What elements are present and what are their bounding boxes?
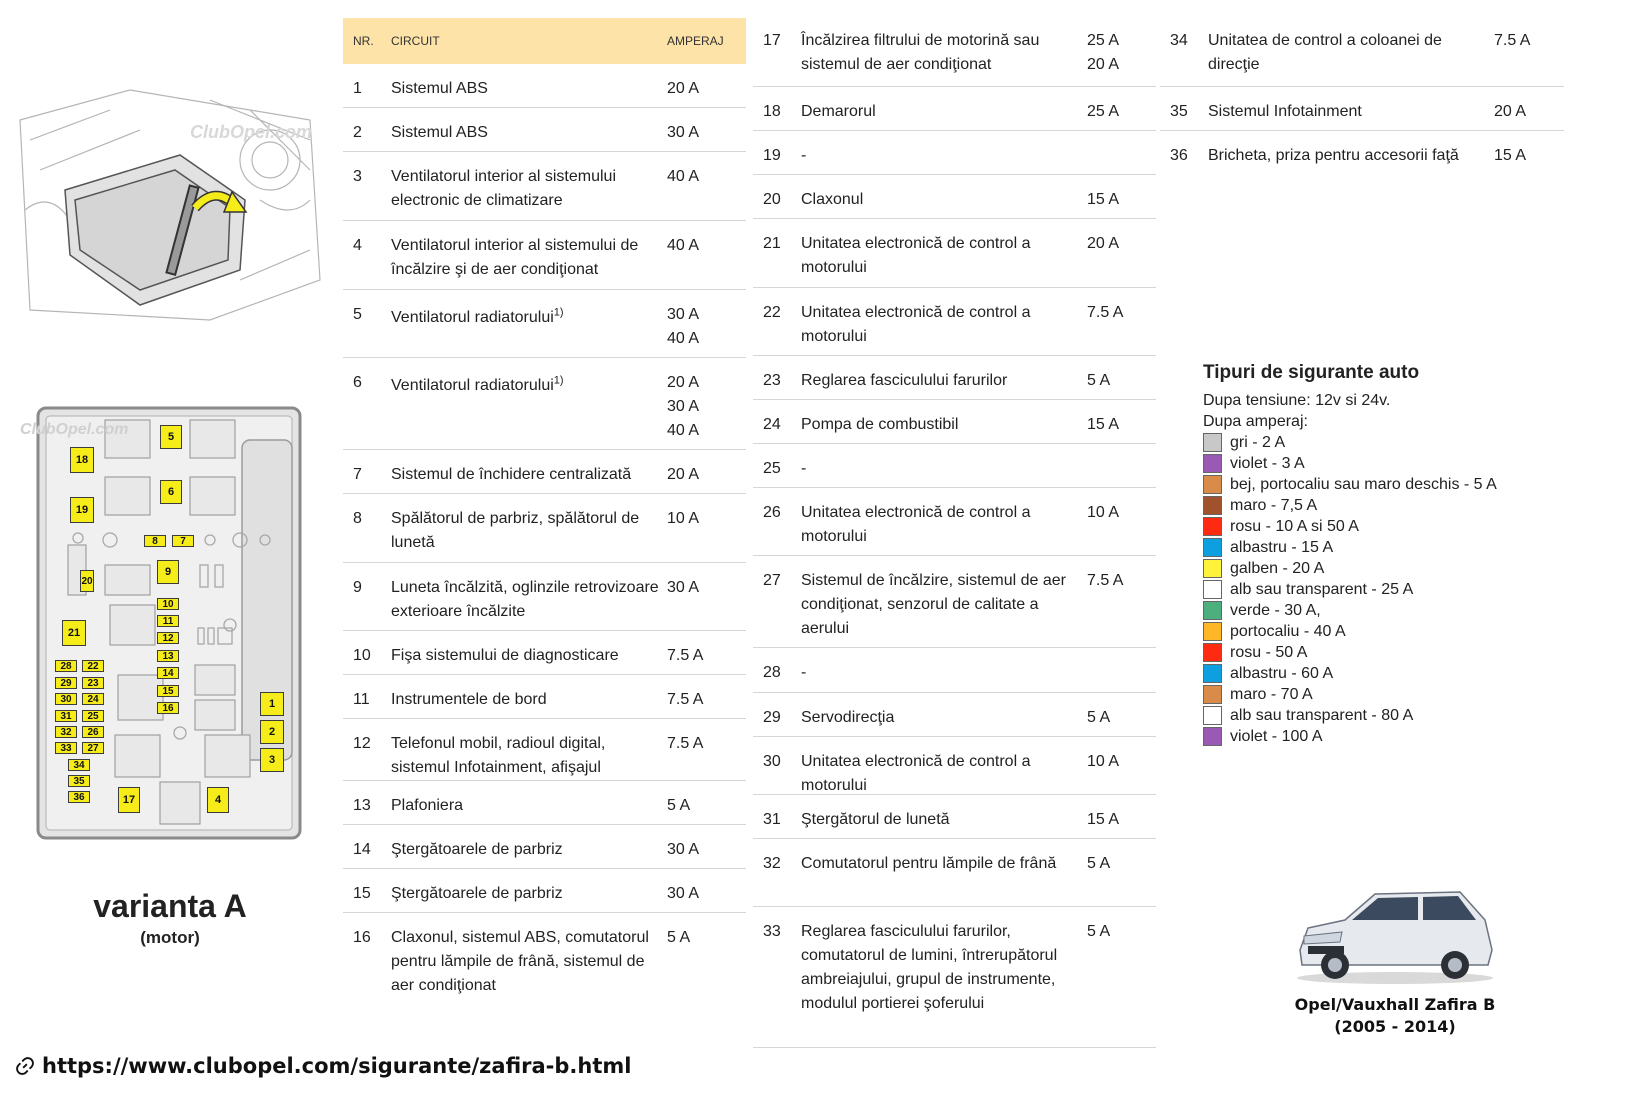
legend-item	[1203, 495, 1563, 516]
row-amperage: 7.5 A	[667, 691, 704, 708]
table-row	[343, 358, 746, 450]
legend-item-name: rosu	[1230, 517, 1262, 535]
table-row	[753, 356, 1156, 400]
row-circuit	[383, 303, 667, 357]
row-amperage: 20 A	[1087, 235, 1120, 252]
fuse-box-diagram	[10, 390, 330, 870]
row-amperage: 25 A 20 A	[1087, 32, 1120, 73]
row-amperage: 30 A	[667, 579, 700, 596]
table-row	[343, 563, 746, 631]
row-amperage: 5 A	[1087, 709, 1111, 726]
row-nr: 10	[353, 647, 371, 664]
legend-separator: -	[1286, 664, 1302, 682]
car-model: Opel/Vauxhall Zafira B	[1294, 995, 1496, 1014]
row-nr: 25	[763, 460, 781, 477]
row-amperage: 10 A	[1087, 753, 1120, 770]
legend-separator: -	[1286, 538, 1302, 556]
fuse-label: 6	[160, 480, 182, 504]
table-row	[343, 631, 746, 675]
row-amperage: 15 A	[1087, 191, 1120, 208]
row-nr: 16	[353, 929, 371, 946]
row-nr: 18	[763, 103, 781, 120]
table-row	[753, 907, 1156, 1048]
fuse-label: 1	[260, 692, 284, 716]
fuse-label: 15	[157, 685, 179, 697]
row-circuit: Fişa sistemului de diagnosticare	[391, 647, 619, 664]
legend-item	[1203, 579, 1563, 600]
footnote-mark: 1)	[553, 374, 564, 387]
fuse-label: 35	[68, 775, 90, 787]
table-row	[1160, 131, 1564, 175]
legend-separator: -	[1261, 643, 1276, 661]
color-swatch	[1203, 580, 1222, 599]
color-swatch	[1203, 559, 1222, 578]
fuse-label: 31	[55, 710, 77, 722]
color-swatch	[1203, 643, 1222, 662]
row-nr: 32	[763, 855, 781, 872]
row-circuit: Instrumentele de bord	[391, 691, 547, 708]
row-nr: 26	[763, 504, 781, 521]
row-circuit: Ştergătoarele de parbriz	[391, 885, 563, 902]
row-circuit: Bricheta, priza pentru accesorii faţă	[1208, 147, 1459, 164]
fuse-label: 36	[68, 791, 90, 803]
table-row	[1160, 87, 1564, 131]
row-amperage: 20 A	[667, 466, 700, 483]
row-nr: 14	[353, 841, 371, 858]
row-nr: 27	[763, 572, 781, 589]
legend-separator: -	[1267, 727, 1282, 745]
row-amperage	[1087, 457, 1156, 487]
row-nr: 12	[353, 735, 371, 752]
row-nr: 22	[763, 304, 781, 321]
header-nr: NR.	[353, 34, 374, 48]
legend-item	[1203, 705, 1563, 726]
car-caption	[1280, 994, 1510, 1038]
row-circuit: Spălătorul de parbriz, spălătorul de lunetă	[391, 510, 640, 551]
row-amperage: 5 A	[1087, 923, 1111, 940]
row-circuit: Sistemul de încălzire, sistemul de aer condiţionat, senzorul de calitate a aerului	[801, 572, 1066, 637]
table-row	[343, 450, 746, 494]
legend-voltage: Dupa tensiune: 12v si 24v.	[1203, 392, 1391, 409]
row-nr: 9	[353, 579, 362, 596]
legend-item-value: 3 A	[1281, 454, 1305, 472]
row-amperage: 15 A	[1087, 416, 1120, 433]
legend-item	[1203, 474, 1563, 495]
row-nr: 35	[1170, 103, 1188, 120]
row-nr: 34	[1170, 32, 1188, 49]
row-circuit: Sistemul Infotainment	[1208, 103, 1362, 120]
row-circuit: Pompa de combustibil	[801, 416, 959, 433]
fuse-label: 27	[82, 742, 104, 754]
row-amperage: 7.5 A	[1087, 304, 1124, 321]
color-swatch	[1203, 706, 1222, 725]
fuse-table-column-2	[753, 18, 1156, 1048]
fuse-table-column-3	[1160, 18, 1564, 175]
fuse-label: 19	[70, 497, 94, 523]
legend-separator: -	[1299, 622, 1314, 640]
source-link-text[interactable]: https://www.clubopel.com/sigurante/zafira-b.html	[42, 1054, 632, 1078]
legend-separator: -	[1270, 601, 1285, 619]
row-circuit: Încălzirea filtrului de motorină sau sistemul de aer condiţionat	[801, 32, 1040, 73]
fuse-label: 24	[82, 693, 104, 705]
row-circuit: Ventilatorul interior al sistemului electronic de climatizare	[391, 168, 616, 209]
watermark-text: ClubOpel.com	[20, 421, 129, 438]
fuse-label: 9	[157, 560, 179, 584]
legend-item-value: 40 A	[1313, 622, 1346, 640]
row-nr: 7	[353, 466, 362, 483]
legend-item-name: verde	[1230, 601, 1271, 619]
legend-item	[1203, 726, 1563, 747]
fuse-label: 21	[62, 620, 86, 646]
table-row	[343, 108, 746, 152]
fuse-label: 2	[260, 720, 284, 744]
fuse-label: 4	[207, 787, 229, 813]
row-amperage: 10 A	[1087, 504, 1120, 521]
fuse-label: 14	[157, 667, 179, 679]
table-row	[343, 290, 746, 358]
row-nr: 33	[763, 923, 781, 940]
fuse-label: 18	[70, 447, 94, 473]
row-amperage: 7.5 A	[1087, 572, 1124, 589]
engine-bay-illustration	[10, 80, 330, 325]
row-circuit: -	[801, 147, 807, 164]
fuse-label: 20	[80, 570, 94, 592]
legend-separator: -	[1266, 685, 1281, 703]
row-amperage: 7.5 A	[1494, 32, 1531, 49]
fuse-label: 7	[172, 535, 194, 547]
row-nr: 20	[763, 191, 781, 208]
legend-separator: -	[1261, 517, 1276, 535]
table-row	[343, 913, 746, 1005]
legend-item-value: 7,5 A	[1280, 496, 1318, 514]
row-nr: 5	[353, 306, 362, 323]
legend-separator: -	[1247, 433, 1262, 451]
legend-item	[1203, 432, 1563, 453]
fuse-label: 11	[157, 615, 179, 627]
legend-item-name: violet	[1230, 727, 1268, 745]
legend-item-name: alb sau transparent	[1230, 580, 1367, 598]
table-row	[753, 737, 1156, 795]
row-nr: 23	[763, 372, 781, 389]
row-circuit: Reglarea fasciculului farurilor	[801, 372, 1008, 389]
legend-item-name: alb sau transparent	[1230, 706, 1367, 724]
row-circuit: Comutatorul pentru lămpile de frână	[801, 855, 1057, 872]
legend-separator: -	[1459, 475, 1474, 493]
legend-item-value: 5 A	[1473, 475, 1497, 493]
row-circuit: Unitatea electronică de control a motorului	[801, 504, 1031, 545]
table-row	[753, 131, 1156, 175]
table-row	[343, 64, 746, 108]
row-circuit: Ştergătorul de lunetă	[801, 811, 950, 828]
fuse-label: 17	[118, 787, 140, 813]
footnote-mark: 1)	[553, 306, 564, 319]
legend-item-value: 2 A	[1262, 433, 1286, 451]
color-swatch	[1203, 475, 1222, 494]
row-amperage	[1087, 144, 1156, 174]
variant-subtitle: (motor)	[140, 928, 200, 947]
table-row	[343, 869, 746, 913]
color-swatch	[1203, 622, 1222, 641]
watermark-text: ClubOpel.com	[190, 122, 313, 142]
color-swatch	[1203, 727, 1222, 746]
row-circuit: Luneta încălzită, oglinzile retrovizoare exterioare încălzite	[391, 579, 659, 620]
legend-separator: -	[1266, 496, 1281, 514]
link-icon	[14, 1055, 36, 1077]
row-amperage: 30 A	[667, 841, 700, 858]
row-nr: 13	[353, 797, 371, 814]
fuse-label: 23	[82, 677, 104, 689]
legend-item-name: galben	[1230, 559, 1279, 577]
source-link[interactable]	[14, 1054, 631, 1078]
legend-item-name: portocaliu	[1230, 622, 1300, 640]
table-row	[1160, 18, 1564, 87]
legend-item	[1203, 537, 1563, 558]
table-row	[753, 488, 1156, 556]
legend-item-value: 80 A	[1381, 706, 1414, 724]
fuse-box-outline	[10, 390, 330, 870]
row-amperage: 5 A	[1087, 372, 1111, 389]
row-circuit: Reglarea fasciculului farurilor, comutatorul de lumini, întrerupătorul ambreiajului, grupul de instrumente, modulul portierei şoferului	[801, 923, 1058, 1012]
row-circuit: Unitatea de control a coloanei de direcţie	[1208, 32, 1442, 73]
color-swatch	[1203, 433, 1222, 452]
row-circuit-text: Ventilatorul radiatorului	[391, 309, 554, 326]
legend-item	[1203, 642, 1563, 663]
table-row	[753, 87, 1156, 131]
color-swatch	[1203, 496, 1222, 515]
legend-item-value: 20 A	[1292, 559, 1325, 577]
table-row	[343, 719, 746, 781]
legend-item	[1203, 516, 1563, 537]
header-amperage: AMPERAJ	[667, 34, 724, 48]
row-nr: 2	[353, 124, 362, 141]
row-nr: 31	[763, 811, 781, 828]
row-amperage	[1087, 661, 1156, 692]
row-nr: 1	[353, 80, 362, 97]
legend-item-value: 60 A	[1301, 664, 1334, 682]
fuse-label: 33	[55, 742, 77, 754]
row-amperage: 5 A	[1087, 855, 1111, 872]
table-row	[343, 825, 746, 869]
table-row	[753, 175, 1156, 219]
legend-separator: -	[1366, 706, 1382, 724]
row-amperage: 40 A	[667, 168, 700, 185]
color-swatch	[1203, 454, 1222, 473]
legend-separator: -	[1267, 454, 1282, 472]
color-swatch	[1203, 685, 1222, 704]
row-amperage: 30 A	[667, 124, 700, 141]
row-circuit: Sistemul de închidere centralizată	[391, 466, 632, 483]
legend-item-value: 15 A	[1301, 538, 1334, 556]
table-row	[343, 221, 746, 290]
row-circuit: Sistemul ABS	[391, 80, 488, 97]
table-row	[753, 556, 1156, 648]
fuse-label: 12	[157, 632, 179, 644]
row-nr: 19	[763, 147, 781, 164]
legend-item-value: 100 A	[1281, 727, 1323, 745]
row-nr: 6	[353, 374, 362, 391]
row-circuit: Plafoniera	[391, 797, 464, 814]
table-row	[753, 648, 1156, 693]
row-circuit: Claxonul	[801, 191, 864, 208]
row-amperage: 30 A 40 A	[667, 306, 700, 347]
legend-separator: -	[1366, 580, 1382, 598]
header-circuit: CIRCUIT	[391, 34, 440, 48]
row-circuit-text: Ventilatorul radiatorului	[391, 377, 554, 394]
row-nr: 11	[353, 691, 370, 708]
fuse-types-legend	[1203, 362, 1563, 747]
row-circuit: Servodirecţia	[801, 709, 895, 726]
row-amperage: 7.5 A	[667, 647, 704, 664]
table-row	[753, 444, 1156, 488]
row-amperage: 5 A	[667, 929, 691, 946]
row-circuit: Telefonul mobil, radioul digital, sistemul Infotainment, afişajul	[391, 735, 606, 776]
legend-list	[1203, 432, 1563, 747]
fuse-label: 29	[55, 677, 77, 689]
fuse-label: 28	[55, 660, 77, 672]
legend-item	[1203, 600, 1563, 621]
row-nr: 30	[763, 753, 781, 770]
legend-item-name: maro	[1230, 685, 1267, 703]
legend-item	[1203, 684, 1563, 705]
row-nr: 8	[353, 510, 362, 527]
fuse-table-column-1	[343, 18, 746, 1005]
row-nr: 29	[763, 709, 781, 726]
row-circuit: Unitatea electronică de control a motorului	[801, 753, 1031, 794]
row-circuit: Ventilatorul interior al sistemului de încălzire şi de aer condiţionat	[391, 237, 639, 278]
row-nr: 17	[763, 32, 781, 49]
legend-item-value: 25 A	[1381, 580, 1414, 598]
row-nr: 4	[353, 237, 362, 254]
legend-item-name: albastru	[1230, 538, 1287, 556]
row-amperage: 40 A	[667, 237, 700, 254]
row-amperage: 20 A	[1494, 103, 1527, 120]
color-swatch	[1203, 538, 1222, 557]
table-row	[753, 18, 1156, 87]
fuse-label: 26	[82, 726, 104, 738]
legend-item-name: maro	[1230, 496, 1267, 514]
legend-item-name: albastru	[1230, 664, 1287, 682]
table-row	[753, 288, 1156, 356]
table-row	[753, 839, 1156, 907]
legend-item-value: 10 A si 50 A	[1275, 517, 1359, 535]
variant-title: varianta A	[93, 888, 247, 924]
row-nr: 28	[763, 664, 781, 681]
row-amperage: 25 A	[1087, 103, 1120, 120]
table-row	[753, 693, 1156, 737]
row-circuit: Claxonul, sistemul ABS, comutatorul pentru lămpile de frână, sistemul de aer condiţionat	[391, 929, 649, 994]
fuse-label: 32	[55, 726, 77, 738]
car-years: (2005 - 2014)	[1334, 1017, 1456, 1036]
legend-item-name: bej, portocaliu sau maro deschis	[1230, 475, 1460, 493]
row-amperage: 5 A	[667, 797, 691, 814]
row-amperage: 20 A 30 A 40 A	[667, 374, 700, 439]
color-swatch	[1203, 664, 1222, 683]
row-nr: 3	[353, 168, 362, 185]
legend-item-value: 70 A	[1280, 685, 1313, 703]
legend-amperage: Dupa amperaj:	[1203, 413, 1308, 430]
fuse-label: 16	[157, 702, 179, 714]
row-circuit: Unitatea electronică de control a motorului	[801, 304, 1031, 345]
table-row	[343, 152, 746, 221]
row-nr: 36	[1170, 147, 1188, 164]
fuse-label: 8	[144, 535, 166, 547]
fuse-label: 5	[160, 425, 182, 449]
row-nr: 15	[353, 885, 371, 902]
table-row	[753, 795, 1156, 839]
row-circuit: -	[801, 460, 807, 477]
table-header	[343, 18, 746, 64]
legend-item	[1203, 663, 1563, 684]
legend-title: Tipuri de sigurante auto	[1203, 362, 1420, 383]
car-illustration	[1290, 880, 1500, 985]
row-nr: 21	[763, 235, 781, 252]
fuse-label: 25	[82, 710, 104, 722]
row-amperage: 30 A	[667, 885, 700, 902]
row-circuit	[383, 371, 667, 449]
row-circuit: -	[801, 664, 807, 681]
legend-item	[1203, 453, 1563, 474]
row-circuit: Demarorul	[801, 103, 876, 120]
row-amperage: 7.5 A	[667, 735, 704, 752]
legend-separator: -	[1278, 559, 1293, 577]
row-circuit: Unitatea electronică de control a motorului	[801, 235, 1031, 276]
table-row	[753, 400, 1156, 444]
fuse-label: 10	[157, 598, 179, 610]
fuse-label: 13	[157, 650, 179, 662]
legend-item-name: gri	[1230, 433, 1248, 451]
legend-item-name: rosu	[1230, 643, 1262, 661]
fuse-label: 30	[55, 693, 77, 705]
row-circuit: Sistemul ABS	[391, 124, 488, 141]
row-circuit: Ştergătoarele de parbriz	[391, 841, 563, 858]
legend-item-value: 30 A,	[1284, 601, 1321, 619]
table-row	[343, 781, 746, 825]
color-swatch	[1203, 517, 1222, 536]
row-amperage: 15 A	[1087, 811, 1120, 828]
legend-item-value: 50 A	[1275, 643, 1308, 661]
legend-item	[1203, 621, 1563, 642]
fuse-label: 3	[260, 748, 284, 772]
row-amperage: 15 A	[1494, 147, 1527, 164]
fuse-label: 22	[82, 660, 104, 672]
table-row	[753, 219, 1156, 288]
row-amperage: 10 A	[667, 510, 700, 527]
color-swatch	[1203, 601, 1222, 620]
fuse-label: 34	[68, 759, 90, 771]
table-row	[343, 494, 746, 563]
legend-item	[1203, 558, 1563, 579]
row-nr: 24	[763, 416, 781, 433]
legend-item-name: violet	[1230, 454, 1268, 472]
row-amperage: 20 A	[667, 80, 700, 97]
table-row	[343, 675, 746, 719]
